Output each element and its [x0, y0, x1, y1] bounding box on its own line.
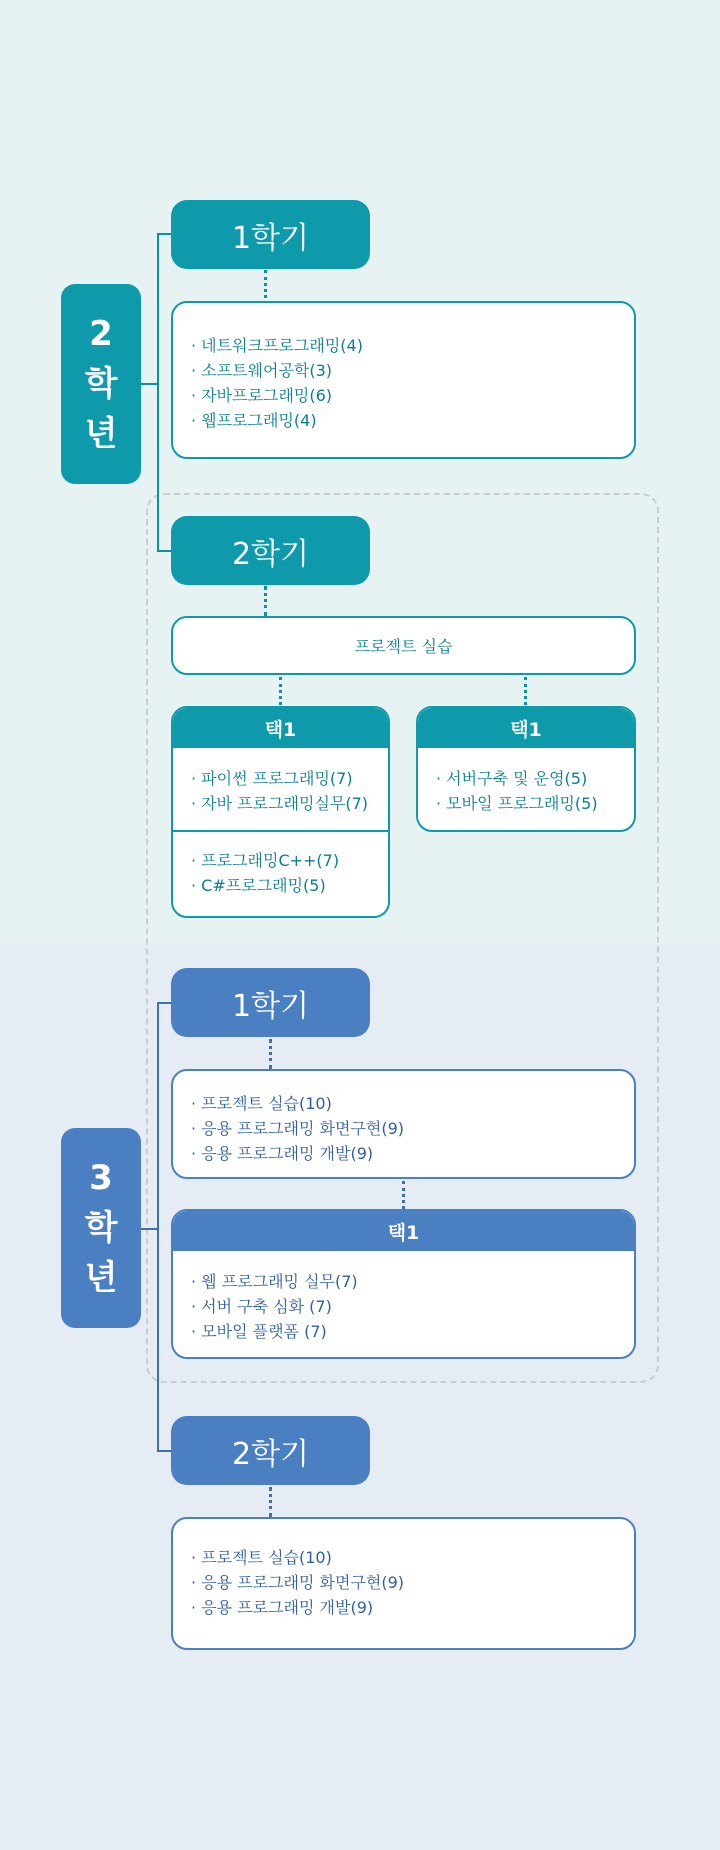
course-item: · C#프로그래밍(5): [191, 873, 388, 898]
year-3-semester-1-courses: [171, 1069, 636, 1179]
year-3-trunk-line: [157, 1003, 159, 1451]
course-item: · 서버 구축 심화 (7): [191, 1294, 634, 1319]
connector-dots: [524, 677, 527, 705]
elective-title: 택1: [418, 708, 634, 748]
year-2-elective-right: [416, 706, 636, 832]
year-3-branch-badge: [141, 1228, 158, 1230]
year-2-number: 2: [89, 314, 113, 354]
course-item: · 프로그래밍C++(7): [191, 848, 388, 873]
year-2-semester-2: [171, 516, 370, 585]
connector-dots: [264, 586, 267, 616]
year-3-number: 3: [89, 1158, 113, 1198]
year-2-char-1: 학: [84, 364, 118, 404]
year-2-project-box: [171, 616, 636, 675]
elective-title: 택1: [173, 1211, 634, 1251]
year-3-semester-2-courses: [171, 1517, 636, 1650]
course-item: · 서버구축 및 운영(5): [436, 766, 634, 791]
course-item: · 응용 프로그래밍 개발(9): [191, 1141, 634, 1166]
year-3-semester-2: [171, 1416, 370, 1485]
course-item: · 웹프로그래밍(4): [191, 408, 634, 433]
year-3-elective: [171, 1209, 636, 1359]
year-2-semester-1-label: 1학기: [231, 220, 310, 256]
course-item: · 프로젝트 실습(10): [191, 1545, 634, 1570]
elective-title: 택1: [173, 708, 388, 748]
connector-dots: [279, 677, 282, 705]
course-item: · 응용 프로그래밍 개발(9): [191, 1595, 634, 1620]
connector-dots: [269, 1039, 272, 1069]
course-item: · 웹 프로그래밍 실무(7): [191, 1269, 634, 1294]
year-2-badge: [61, 284, 141, 484]
year-2-trunk-line: [157, 234, 159, 552]
course-item: · 파이썬 프로그래밍(7): [191, 766, 388, 791]
connector-dots: [269, 1487, 272, 1517]
year-2-elective-left: [171, 706, 390, 918]
year-3-semester-1-label: 1학기: [231, 988, 310, 1024]
project-label: 프로젝트 실습: [354, 637, 453, 656]
year-2-semester-2-label: 2학기: [231, 536, 310, 572]
course-item: · 모바일 프로그래밍(5): [436, 791, 634, 816]
year-2-branch-badge: [141, 383, 158, 385]
course-item: · 응용 프로그래밍 화면구현(9): [191, 1570, 634, 1595]
year-2-char-2: 년: [84, 414, 118, 454]
connector-dots: [402, 1181, 405, 1209]
course-item: · 자바프로그래밍(6): [191, 383, 634, 408]
course-item: · 소프트웨어공학(3): [191, 358, 634, 383]
year-3-char-1: 학: [84, 1208, 118, 1248]
year-3-badge: [61, 1128, 141, 1328]
course-item: · 자바 프로그래밍실무(7): [191, 791, 388, 816]
year-3-semester-1: [171, 968, 370, 1037]
course-item: · 모바일 플랫폼 (7): [191, 1319, 634, 1344]
year-2-semester-1-courses: [171, 301, 636, 459]
year-2-semester-1: [171, 200, 370, 269]
course-item: · 응용 프로그래밍 화면구현(9): [191, 1116, 634, 1141]
year-3-semester-2-label: 2학기: [231, 1436, 310, 1472]
course-item: · 네트워크프로그래밍(4): [191, 333, 634, 358]
course-item: · 프로젝트 실습(10): [191, 1091, 634, 1116]
connector-dots: [264, 270, 267, 298]
year-3-char-2: 년: [84, 1258, 118, 1298]
